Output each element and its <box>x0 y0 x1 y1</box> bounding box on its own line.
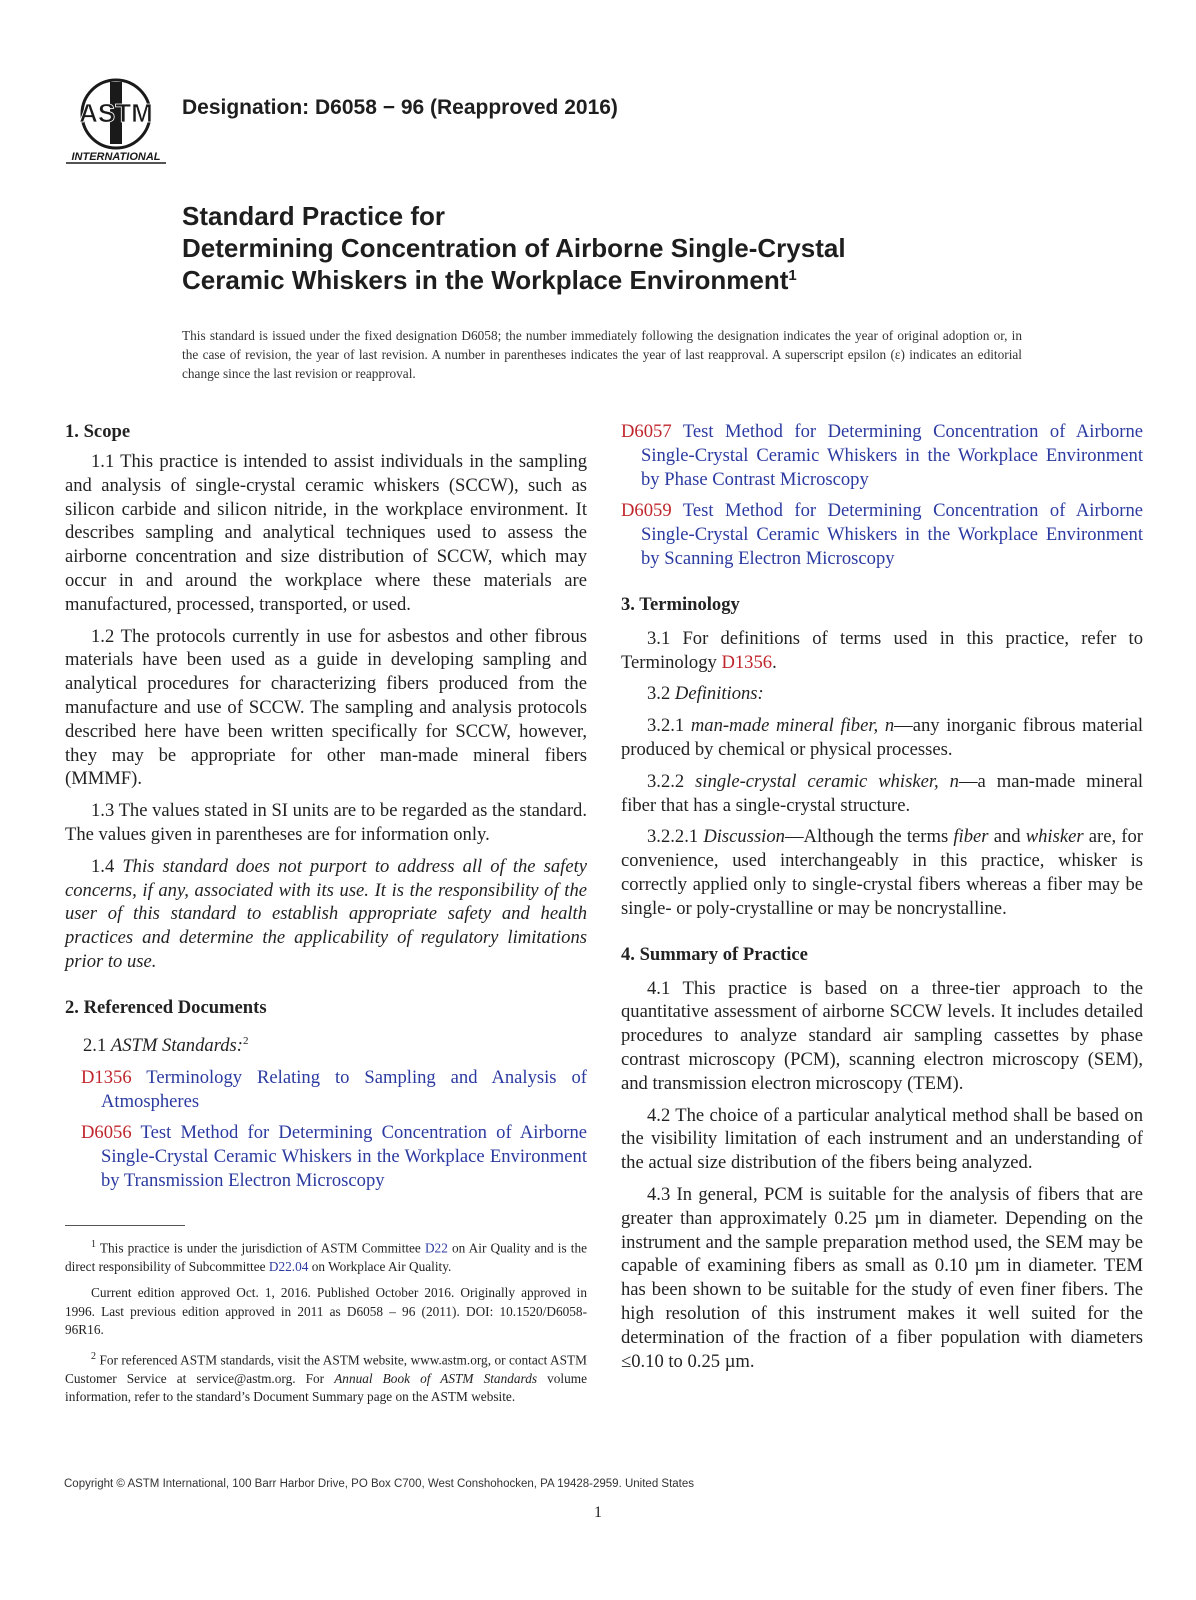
left-column <box>65 420 587 1415</box>
document-title <box>182 200 1082 296</box>
paragraph-3-2-2: 3.2.2 single-crystal ceramic whisker, n—a man-made mineral fiber that has a single-crystal structure. <box>621 770 1143 816</box>
paragraph-1-2: 1.2 The protocols currently in use for asbestos and other fibrous materials have been used as a guide in developing sampling and analytical procedures for characterizing fibers produced from the manufacture and use of SCCW. The sampling and analysis protocols described here have been written specifically for SCCW, however, they may be appropriate for other man-made mineral fibers (MMMF). <box>65 625 587 790</box>
terminology-d1356-link[interactable]: D1356 <box>721 651 773 673</box>
footnote-1-edition: Current edition approved Oct. 1, 2016. Published October 2016. Originally approved in 1996. Last previous edition approved in 2011 as D6058 – 96 (2011). DOI: 10.1520/D6058-96R16. <box>65 1285 587 1338</box>
paragraph-1-3: 1.3 The values stated in SI units are to be regarded as the standard. The values given in parentheses are for information only. <box>65 800 587 845</box>
paragraph-4-2: 4.2 The choice of a particular analytical method shall be based on the visibility limitation of each instrument and an understanding of the actual size distribution of the fibers being analyzed. <box>621 1104 1143 1174</box>
title-line-2: Determining Concentration of Airborne Single-Crystal <box>182 233 846 263</box>
section-referenced-heading: 2. Referenced Documents <box>65 996 267 1018</box>
paragraph-1-1: 1.1 This practice is intended to assist individuals in the sampling and analysis of single-crystal ceramic whiskers (SCCW), such as silicon carbide and silicon nitride, in the workplace environment. It describes sampling and analytical techniques used to assess the airborne concentration and size distribution of SCCW, which may occur in and around the workplace where these materials are manufactured, processed, transported, or used. <box>65 451 587 615</box>
paragraph-4-3: 4.3 In general, PCM is suitable for the analysis of fibers that are greater than approximately 0.25 µm in diameter. Depending on the instrument and the sample preparation method used, the SEM may be capable of examining fibers as small as 0.10 µm in diameter. TEM has been shown to be suitable for the study of even finer fibers. The high resolution of this instrument makes it well suited for the determination of the fraction of a fiber population with diameters ≤0.10 to 0.25 µm. <box>621 1183 1143 1372</box>
section-scope-heading: 1. Scope <box>65 421 131 442</box>
title-line-3: Ceramic Whiskers in the Workplace Environment$^1$ <box>182 265 797 295</box>
paragraph-3-2-1: 3.2.1 man-made mineral fiber, n—any inorganic fibrous material produced by chemical or physical processes. <box>621 715 1144 760</box>
paragraph-1-4: 1.4 This standard does not purport to address all of the safety concerns, if any, associated with its use. It is the responsibility of the user of this standard to establish appropriate safety and health practices and determine the applicability of regulatory limitations prior to use. <box>65 855 587 972</box>
svg-text:ASTM: ASTM <box>79 98 153 128</box>
right-column <box>621 420 1143 1381</box>
astm-logo <box>66 74 166 166</box>
issue-note: This standard is issued under the fixed designation D6058; the number immediately following the designation indicates the year of original adoption or, in the case of revision, the year of last revision. A number in parentheses indicates the year of last reapproval. A superscript epsilon (ε) indicates an editorial change since the last revision or reapproval. <box>182 328 1022 381</box>
footnote-divider <box>65 1225 185 1226</box>
subcommittee-link[interactable]: D22.04 <box>268 1258 309 1274</box>
reference-d6056[interactable]: D6056 Test Method for Determining Concentration of Airborne Single-Crystal Ceramic Whiskers in the Workplace Environment by Transmission Electron Microscopy <box>81 1122 587 1191</box>
copyright-notice: Copyright © ASTM International, 100 Barr Harbor Drive, PO Box C700, West Conshohocken, PA 19428-2959. United States <box>64 1478 695 1490</box>
paragraph-3-1: 3.1 For definitions of terms used in this practice, refer to Terminology D1356. <box>621 627 1143 673</box>
paragraph-2-1: 2.1 ASTM Standards:$^2$ <box>83 1034 249 1056</box>
title-footnote-mark: 1 <box>788 267 797 284</box>
paragraph-3-2-2-1: 3.2.2.1 Discussion—Although the terms fiber and whisker are, for convenience, used interchangeably in this practice, whisker is correctly applied only to single-crystal fibers whereas a fiber may be single- or poly-crystalline or may be noncrystalline. <box>621 826 1143 919</box>
page-number: 1 <box>594 1504 602 1521</box>
footnote-2: $^2$ For referenced ASTM standards, visit the ASTM website, www.astm.org, or contact ASTM Customer Service at service@astm.org. For Annual Book of ASTM Standards volume information, refer to the standard’s Document Summary page on the ASTM website. <box>65 1350 588 1405</box>
reference-d6057[interactable]: D6057 Test Method for Determining Concentration of Airborne Single-Crystal Ceramic Whiskers in the Workplace Environment by Phase Contrast Microscopy <box>621 421 1144 490</box>
section-terminology-heading: 3. Terminology <box>621 593 740 615</box>
reference-d1356[interactable]: D1356 Terminology Relating to Sampling and Analysis of Atmospheres <box>81 1066 587 1112</box>
svg-text:INTERNATIONAL: INTERNATIONAL <box>71 151 161 163</box>
designation: Designation: D6058 − 96 (Reapproved 2016) <box>182 96 618 119</box>
section-summary-heading: 4. Summary of Practice <box>621 943 808 965</box>
paragraph-4-1: 4.1 This practice is based on a three-tier approach to the quantitative assessment of airborne SCCW levels. It includes detailed procedures to analyze standard air sampling cassettes by phase contrast microscopy (PCM), scanning electron microscopy (SEM), and transmission electron microscopy (TEM). <box>621 977 1143 1094</box>
reference-d6059[interactable]: D6059 Test Method for Determining Concentration of Airborne Single-Crystal Ceramic Whiskers in the Workplace Environment by Scanning Electron Microscopy <box>621 500 1144 569</box>
footnote-1: $^1$ This practice is under the jurisdiction of ASTM Committee D22 on Air Quality and is the direct responsibility of Subcommittee D22.04 on Workplace Air Quality. <box>65 1238 588 1274</box>
committee-link[interactable]: D22 <box>424 1240 448 1256</box>
paragraph-3-2: 3.2 Definitions: <box>647 683 764 705</box>
title-line-1: Standard Practice for <box>182 201 445 231</box>
